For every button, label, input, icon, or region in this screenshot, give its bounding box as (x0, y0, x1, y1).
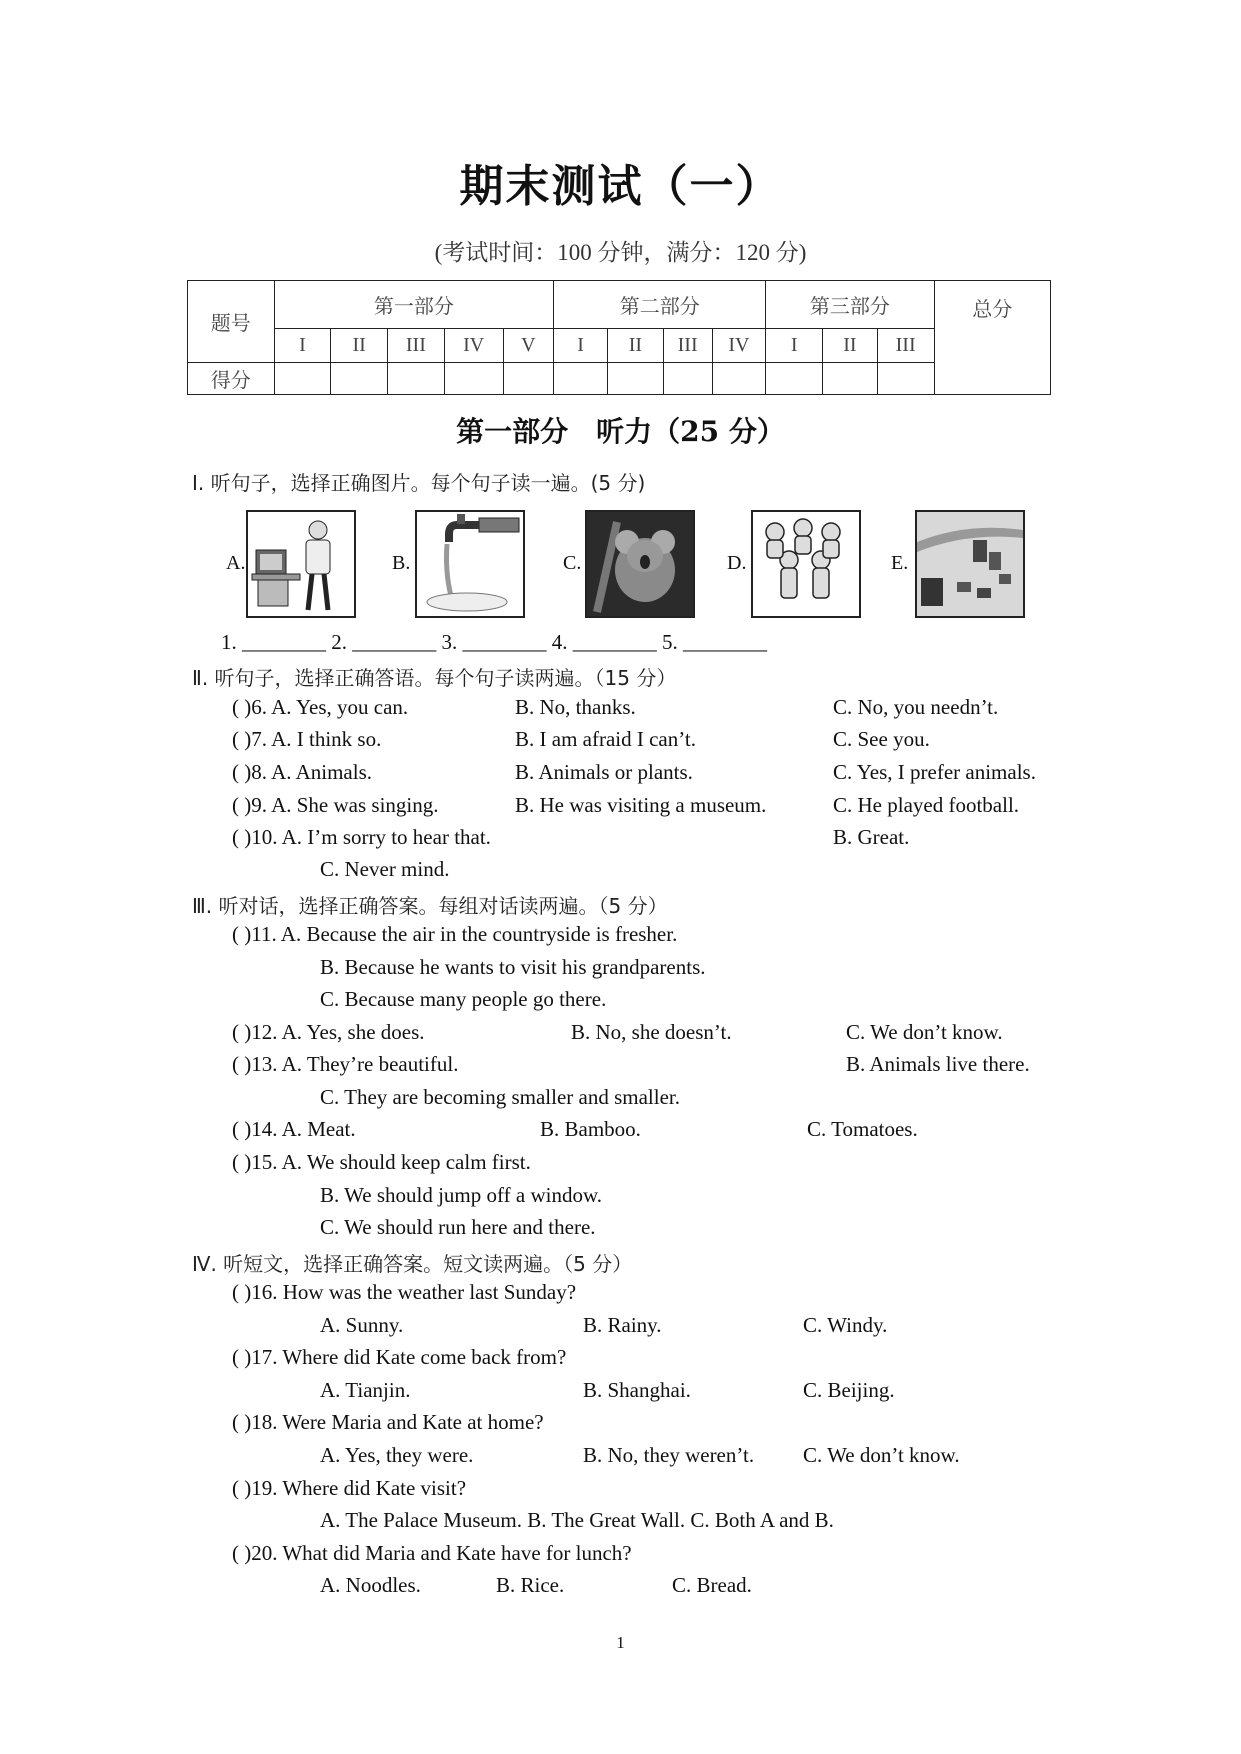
score-cell[interactable] (663, 363, 712, 395)
question-7-option-b: B. I am afraid I can’t. (515, 727, 696, 751)
score-cell[interactable] (712, 363, 766, 395)
question-18-option-c: C. We don’t know. (803, 1443, 960, 1467)
score-cell[interactable] (877, 363, 934, 395)
question-9[interactable]: ( )9. A. She was singing. (232, 793, 439, 817)
question-10-option-b: B. Great. (833, 825, 910, 849)
running-tap-icon (415, 510, 525, 618)
question-20-option-b: B. Rice. (496, 1573, 565, 1597)
picture-label-e: E. (891, 552, 909, 574)
question-18-option-a: A. Yes, they were. (320, 1443, 474, 1467)
col-p1-1: I (274, 329, 331, 363)
question-10[interactable]: ( )10. A. I’m sorry to hear that. (232, 825, 491, 849)
question-8-option-c: C. Yes, I prefer animals. (833, 760, 1036, 784)
question-17-option-b: B. Shanghai. (583, 1378, 691, 1402)
question-15[interactable]: ( )15. A. We should keep calm first. (232, 1150, 531, 1174)
question-16-option-b: B. Rainy. (583, 1313, 662, 1337)
question-18-option-b: B. No, they weren’t. (583, 1443, 755, 1467)
page-number: 1 (616, 1633, 625, 1652)
section2-heading: Ⅱ. 听句子，选择正确答语。每个句子读两遍。（15 分） (192, 666, 677, 690)
picture-label-b: B. (392, 552, 411, 574)
col-p3-3: III (877, 329, 934, 363)
traffic-jam-photo-icon (915, 510, 1025, 618)
col-p1-5: V (503, 329, 554, 363)
question-17-option-a: A. Tianjin. (320, 1378, 411, 1402)
score-cell[interactable] (823, 363, 878, 395)
question-11-option-b: B. Because he wants to visit his grandparents. (320, 955, 706, 979)
question-7-option-c: C. See you. (833, 727, 930, 751)
question-11[interactable]: ( )11. A. Because the air in the countryside is fresher. (232, 922, 678, 946)
question-13[interactable]: ( )13. A. They’re beautiful. (232, 1052, 459, 1076)
question-14-option-c: C. Tomatoes. (807, 1117, 918, 1141)
col-p2-1: I (554, 329, 608, 363)
score-table (187, 280, 1051, 395)
score-cell[interactable] (331, 363, 388, 395)
question-12-option-c: C. We don’t know. (846, 1020, 1003, 1044)
score-cell[interactable] (503, 363, 554, 395)
question-14[interactable]: ( )14. A. Meat. (232, 1117, 356, 1141)
score-cell[interactable] (607, 363, 663, 395)
question-number-label: 题号 (188, 281, 275, 363)
question-20-option-c: C. Bread. (672, 1573, 752, 1597)
question-19-options: A. The Palace Museum. B. The Great Wall. C. Both A and B. (320, 1508, 834, 1532)
page-title: 期末测试（一） (459, 161, 782, 212)
question-14-option-b: B. Bamboo. (540, 1117, 641, 1141)
picture-answer-blanks[interactable]: 1. ________ 2. ________ 3. ________ 4. ________ 5. ________ (221, 630, 767, 654)
col-p2-2: II (607, 329, 663, 363)
score-cell[interactable] (444, 363, 503, 395)
question-20[interactable]: ( )20. What did Maria and Kate have for lunch? (232, 1541, 632, 1565)
section3-heading: Ⅲ. 听对话，选择正确答案。每组对话读两遍。（5 分） (192, 894, 668, 918)
question-18[interactable]: ( )18. Were Maria and Kate at home? (232, 1410, 544, 1434)
col-p1-3: III (387, 329, 444, 363)
question-9-option-b: B. He was visiting a museum. (515, 793, 767, 817)
score-cell[interactable] (554, 363, 608, 395)
question-15-option-c: C. We should run here and there. (320, 1215, 596, 1239)
question-15-option-b: B. We should jump off a window. (320, 1183, 602, 1207)
picture-label-d: D. (727, 552, 747, 574)
question-8-option-b: B. Animals or plants. (515, 760, 693, 784)
score-cell[interactable] (387, 363, 444, 395)
score-label: 得分 (188, 363, 275, 395)
col-p1-2: II (331, 329, 388, 363)
total-header: 总分 (934, 281, 1050, 395)
question-20-option-a: A. Noodles. (320, 1573, 421, 1597)
question-10-option-c: C. Never mind. (320, 857, 450, 881)
man-at-computer-icon (246, 510, 356, 618)
question-13-option-c: C. They are becoming smaller and smaller. (320, 1085, 681, 1109)
part3-header: 第三部分 (766, 281, 934, 329)
col-p3-2: II (823, 329, 878, 363)
score-cell[interactable] (274, 363, 331, 395)
question-13-option-b: B. Animals live there. (846, 1052, 1030, 1076)
col-p2-4: IV (712, 329, 766, 363)
question-19[interactable]: ( )19. Where did Kate visit? (232, 1476, 467, 1500)
question-12-option-b: B. No, she doesn’t. (571, 1020, 732, 1044)
question-16-option-a: A. Sunny. (320, 1313, 404, 1337)
score-cell[interactable] (766, 363, 823, 395)
part2-header: 第二部分 (554, 281, 766, 329)
col-p2-3: III (663, 329, 712, 363)
question-16[interactable]: ( )16. How was the weather last Sunday? (232, 1280, 577, 1304)
section4-heading: Ⅳ. 听短文，选择正确答案。短文读两遍。（5 分） (192, 1252, 633, 1276)
col-p3-1: I (766, 329, 823, 363)
exam-info: (考试时间：100 分钟，满分：120 分) (434, 240, 807, 265)
koala-photo-icon (585, 510, 695, 618)
picture-label-a: A. (226, 552, 246, 574)
question-6[interactable]: ( )6. A. Yes, you can. (232, 695, 409, 719)
question-17[interactable]: ( )17. Where did Kate come back from? (232, 1345, 567, 1369)
question-12[interactable]: ( )12. A. Yes, she does. (232, 1020, 425, 1044)
section1-heading: Ⅰ. 听句子，选择正确图片。每个句子读一遍。(5 分) (192, 471, 646, 495)
question-16-option-c: C. Windy. (803, 1313, 888, 1337)
col-p1-4: IV (444, 329, 503, 363)
tigers-icon (751, 510, 861, 618)
question-6-option-b: B. No, thanks. (515, 695, 636, 719)
question-7[interactable]: ( )7. A. I think so. (232, 727, 382, 751)
question-6-option-c: C. No, you needn’t. (833, 695, 999, 719)
part1-header: 第一部分 (274, 281, 554, 329)
question-11-option-c: C. Because many people go there. (320, 987, 607, 1011)
question-8[interactable]: ( )8. A. Animals. (232, 760, 372, 784)
part-title: 第一部分 听力（25 分） (456, 415, 785, 448)
picture-label-c: C. (563, 552, 582, 574)
question-17-option-c: C. Beijing. (803, 1378, 895, 1402)
question-9-option-c: C. He played football. (833, 793, 1020, 817)
